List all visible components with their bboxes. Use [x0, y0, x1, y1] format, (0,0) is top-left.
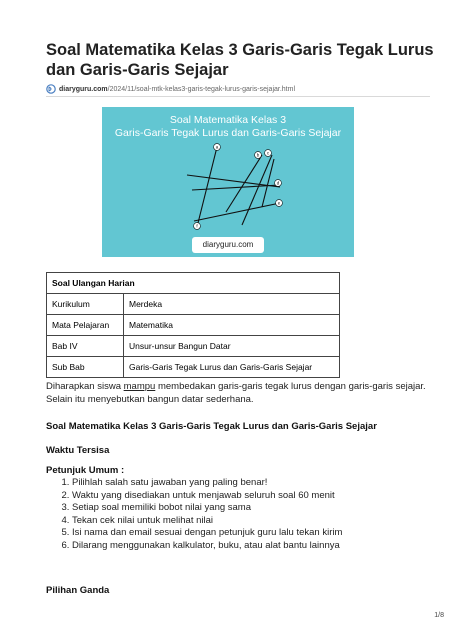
list-item: 3. Setiap soal memiliki bobot nilai yang sama	[72, 502, 452, 515]
info-table	[46, 272, 340, 378]
intro-paragraph	[46, 380, 432, 406]
list-item: 4. Tekan cek nilai untuk melihat nilai	[72, 515, 452, 528]
hero-image	[102, 107, 354, 257]
table-row	[47, 294, 340, 315]
list-item: 1. Pilihlah salah satu jawaban yang paling benar!	[72, 477, 452, 490]
list-item: 2. Waktu yang disediakan untuk menjawab seluruh soal 60 menit	[72, 490, 452, 503]
table-key: Mata Pelajaran	[47, 315, 124, 336]
table-key: Bab IV	[47, 336, 124, 357]
hero-title-line2: Garis-Garis Tegak Lurus dan Garis-Garis Sejajar	[114, 127, 342, 139]
table-value: Matematika	[124, 315, 340, 336]
line-label-e: e	[277, 200, 281, 206]
line-label-a: a	[215, 144, 219, 150]
line-label-d: d	[276, 180, 280, 186]
hero-title-line1: Soal Matematika Kelas 3	[169, 114, 287, 126]
table-header: Soal Ulangan Harian	[47, 273, 340, 294]
site-logo-icon	[46, 84, 56, 94]
table-value: Unsur-unsur Bangun Datar	[124, 336, 340, 357]
list-item: 6. Dilarang menggunakan kalkulator, buku, atau alat bantu lainnya	[72, 540, 452, 553]
list-item: 5. Isi nama dan email sesuai dengan petunjuk guru lalu tekan kirim	[72, 527, 452, 540]
table-value: Garis-Garis Tegak Lurus dan Garis-Garis Sejajar	[124, 357, 340, 378]
multiple-choice-heading: Pilihan Ganda	[46, 585, 110, 596]
page-number: 1/8	[434, 612, 444, 619]
source-url[interactable]	[46, 83, 430, 95]
intro-text-start: Diharapkan siswa	[46, 381, 124, 392]
lines-illustration	[102, 107, 354, 257]
hero-watermark: diaryguru.com	[192, 237, 264, 253]
instructions-list	[46, 477, 452, 553]
intro-text-end: membedakan garis-garis tegak lurus dengan garis-garis sejajar. Selain itu menyebutkan bangun datar sederhana.	[46, 381, 426, 405]
table-row	[47, 315, 340, 336]
intro-underlined-word[interactable]: mampu	[123, 381, 156, 392]
table-row	[47, 336, 340, 357]
source-domain: diaryguru.com	[59, 85, 108, 93]
table-value: Merdeka	[124, 294, 340, 315]
table-key: Sub Bab	[47, 357, 124, 378]
line-label-b: b	[256, 152, 260, 158]
instructions-heading: Petunjuk Umum :	[46, 465, 125, 476]
table-row	[47, 273, 340, 294]
timer-label: Waktu Tersisa	[46, 445, 110, 456]
title-divider	[46, 96, 430, 97]
table-row	[47, 357, 340, 378]
table-key: Kurikulum	[47, 294, 124, 315]
source-path: /2024/11/soal-mtk-kelas3-garis-tegak-lurus-garis-sejajar.html	[107, 85, 296, 93]
page-title: Soal Matematika Kelas 3 Garis-Garis Tegak Lurus dan Garis-Garis Sejajar	[46, 41, 434, 79]
section-title: Soal Matematika Kelas 3 Garis-Garis Tegak Lurus dan Garis-Garis Sejajar	[46, 421, 377, 432]
line-label-f: f	[196, 223, 198, 229]
line-label-c: c	[266, 150, 270, 156]
